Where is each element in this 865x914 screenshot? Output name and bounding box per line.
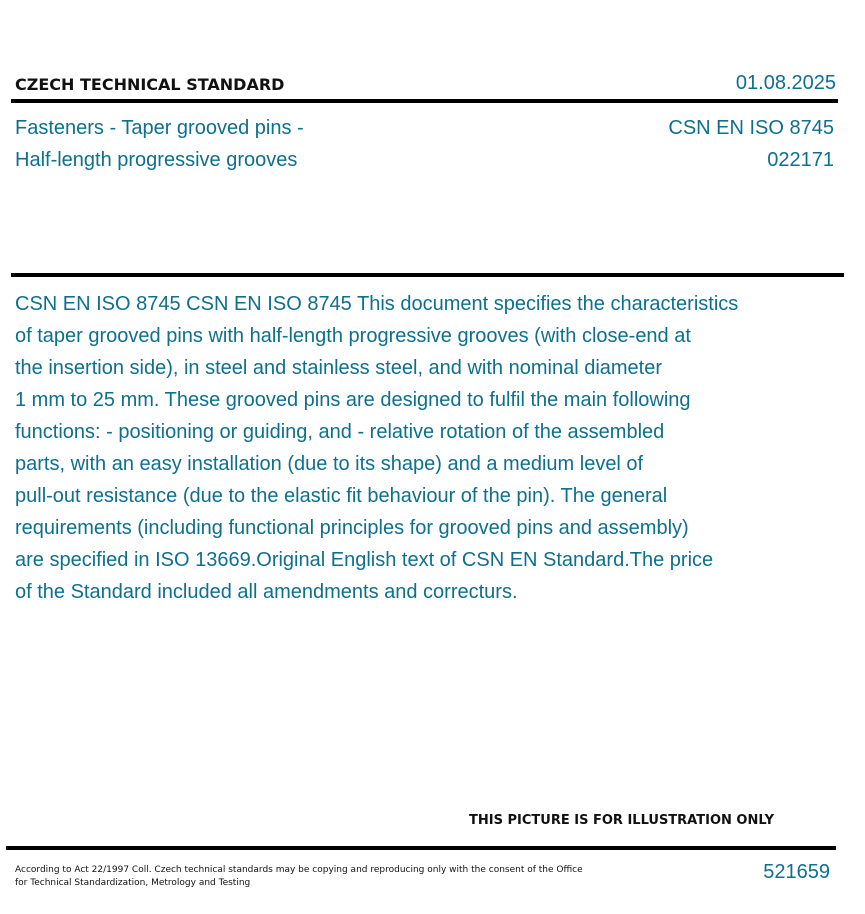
publication-date: 01.08.2025 [735, 72, 836, 94]
product-number: 521659 [763, 861, 830, 883]
title-divider [11, 273, 844, 277]
standard-designation: CSN EN ISO 8745 [668, 117, 834, 139]
header-divider [11, 99, 838, 103]
standard-title-line-1: Fasteners - Taper grooved pins - [15, 117, 304, 139]
standard-description: CSN EN ISO 8745 CSN EN ISO 8745 This document specifies the characteristics of taper grooved pins with half-length progressive grooves (with close-end at the insertion side), in steel and stainless steel, and with nominal diameter 1 mm to 25 mm. These grooved pins are designed to fulfil the main following functions: - positioning or guiding, and - relative rotation of the assembled parts, with an easy installation (due to its shape) and a medium level of pull-out resistance (due to the elastic fit behaviour of the pin). The general requirements (including functional principles for grooved pins and assembly) are specified in ISO 13669.Original English text of CSN EN Standard.The price of the Standard included all amendments and correcturs. [15, 293, 739, 603]
standard-type-label: CZECH TECHNICAL STANDARD [15, 75, 285, 94]
illustration-disclaimer: THIS PICTURE IS FOR ILLUSTRATION ONLY [469, 813, 774, 828]
footer-divider [6, 846, 836, 850]
legal-notice: According to Act 22/1997 Coll. Czech technical standards may be copying and reproducing only with the consent of the Office for Technical Standardization, Metrology and Testing [15, 865, 583, 888]
standard-title-line-2: Half-length progressive grooves [15, 149, 298, 171]
catalog-number: 022171 [767, 149, 834, 171]
